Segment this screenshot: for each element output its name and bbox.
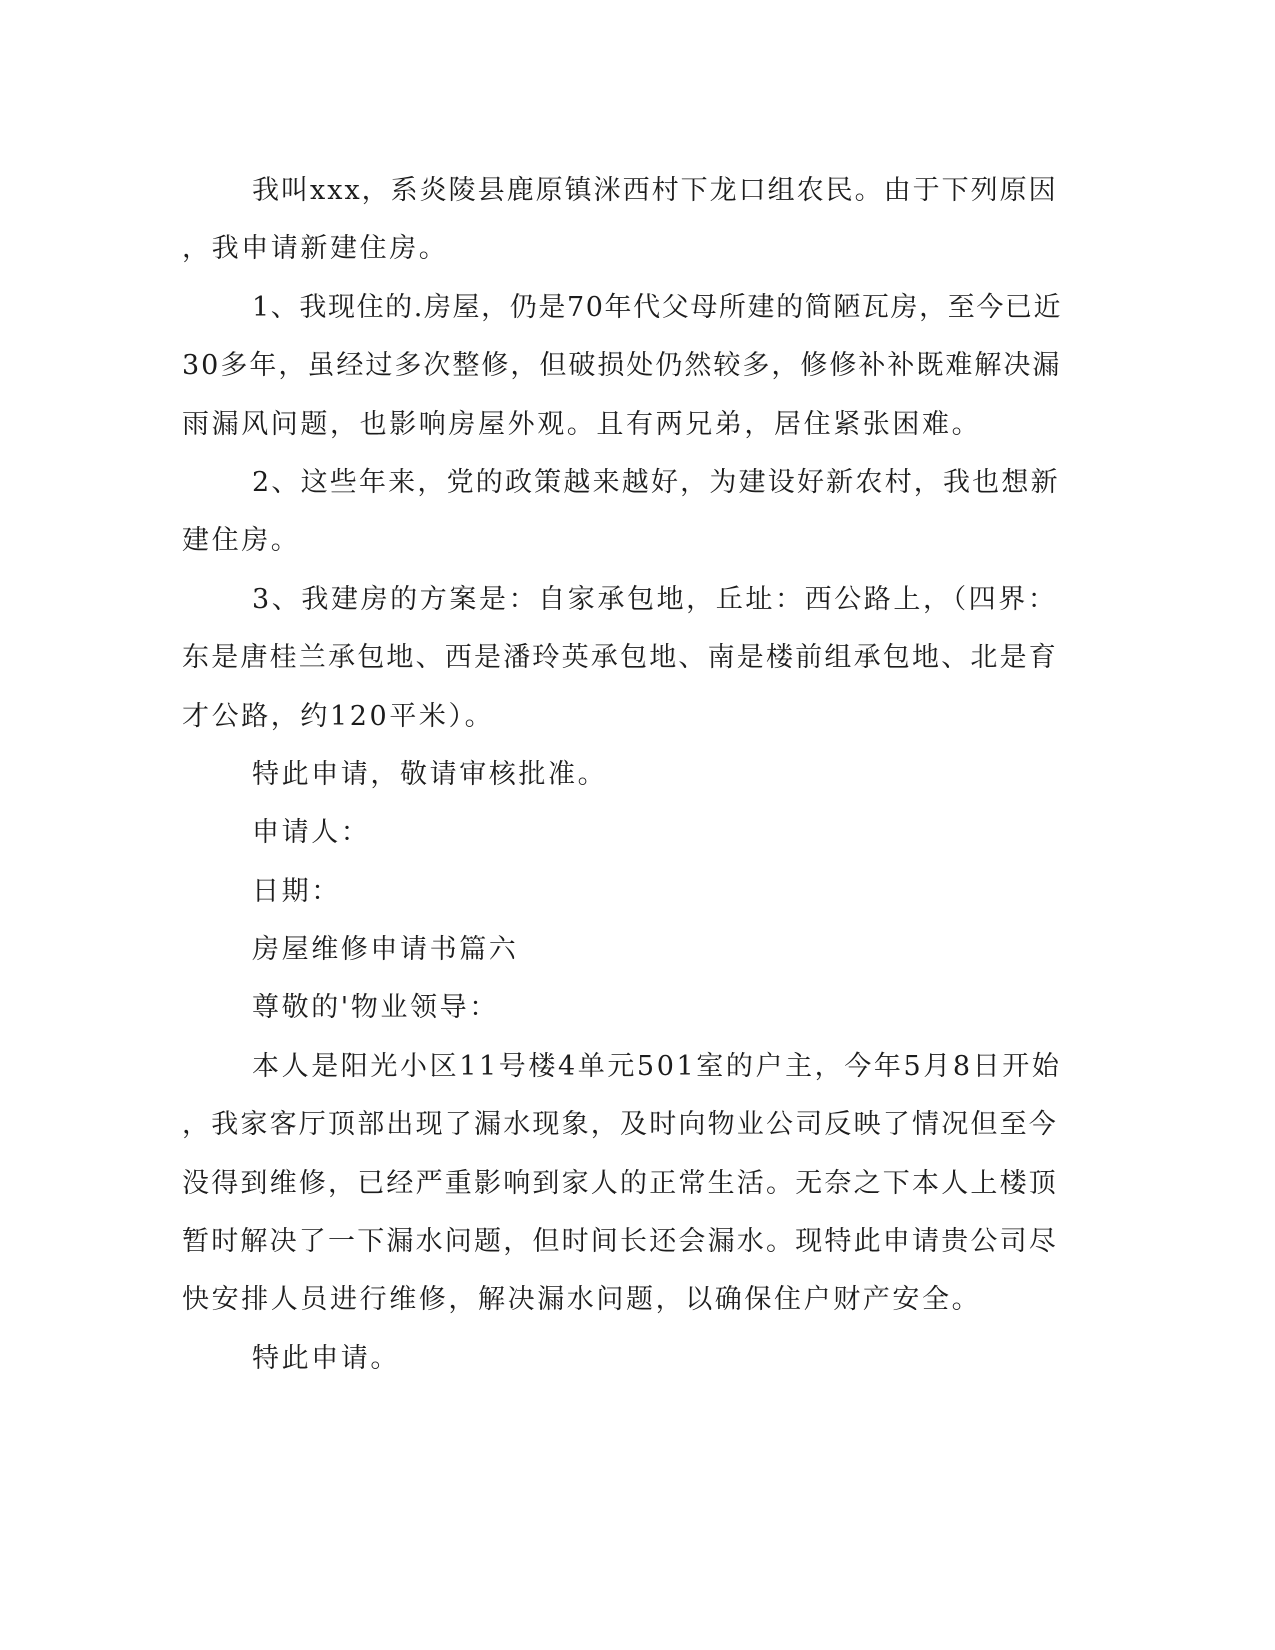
- text-line: 1、我现住的.房屋，仍是70年代父母所建的简陋瓦房，至今已近: [252, 291, 1063, 323]
- text-line: 特此申请，敬请审核批准。: [252, 758, 608, 790]
- text-line: 东是唐桂兰承包地、西是潘玲英承包地、南是楼前组承包地、北是育: [182, 642, 1058, 674]
- text-line: 我叫xxx，系炎陵县鹿原镇洣西村下龙口组农民。由于下列原因: [252, 175, 1058, 206]
- text-line: 才公路，约120平米）。: [182, 700, 495, 732]
- text-line: 建住房。: [182, 525, 301, 557]
- text-line: ，我申请新建住房。: [182, 233, 449, 265]
- text-line: 2、这些年来，党的政策越来越好，为建设好新农村，我也想新: [252, 466, 1060, 498]
- text-line: 30多年，虽经过多次整修，但破损处仍然较多，修修补补既难解决漏: [182, 350, 1062, 382]
- text-line: 没得到维修，已经严重影响到家人的正常生活。无奈之下本人上楼顶: [182, 1167, 1058, 1199]
- text-line: 本人是阳光小区11号楼4单元501室的户主，今年5月8日开始: [252, 1050, 1062, 1082]
- salutation: 尊敬的'物业领导：: [252, 992, 499, 1024]
- text-line: 快安排人员进行维修，解决漏水问题，以确保住户财产安全。: [182, 1284, 982, 1316]
- text-line: 暂时解决了一下漏水问题，但时间长还会漏水。现特此申请贵公司尽: [182, 1226, 1058, 1258]
- text-line: 特此申请。: [252, 1342, 400, 1374]
- text-line: 申请人：: [252, 817, 371, 849]
- text-line: 雨漏风问题，也影响房屋外观。且有两兄弟，居住紧张困难。: [182, 408, 982, 440]
- document-body: [182, 162, 1062, 1388]
- text-line: ，我家客厅顶部出现了漏水现象，及时向物业公司反映了情况但至今: [182, 1109, 1058, 1141]
- section-heading: 房屋维修申请书篇六: [252, 934, 519, 966]
- text-line: 日期：: [252, 875, 341, 907]
- text-line: 3、我建房的方案是：自家承包地，丘址：西公路上，（四界：: [252, 583, 1058, 615]
